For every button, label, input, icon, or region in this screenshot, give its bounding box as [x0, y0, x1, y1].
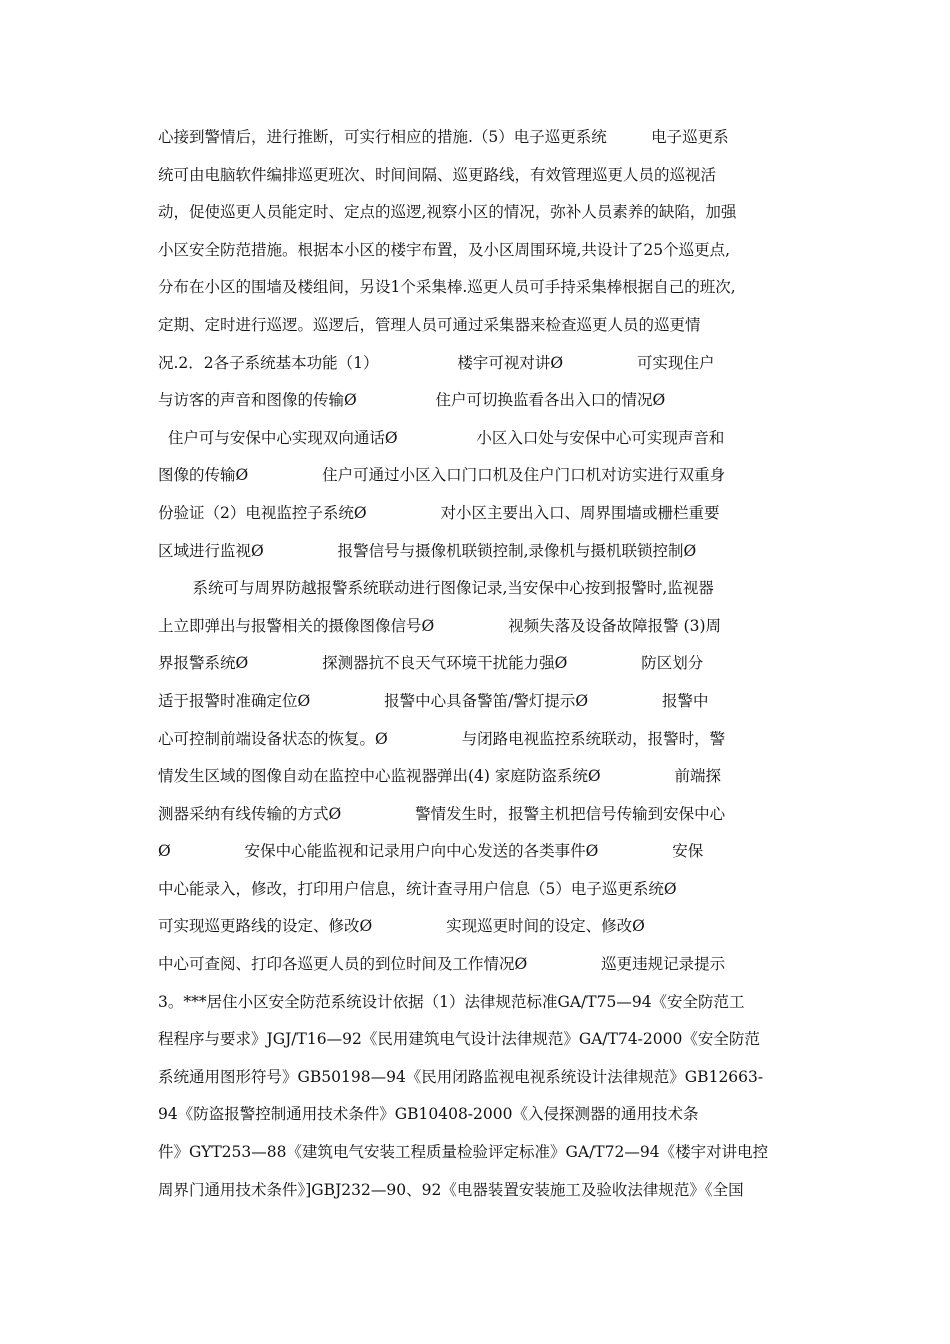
text-line: 定期、定时进行巡逻。巡逻后，管理人员可通过采集器来检查巡更人员的巡更情: [158, 315, 701, 334]
text-line: 区域进行监视Ø 报警信号与摄像机联锁控制,录像机与摄机联锁控制Ø: [158, 541, 697, 560]
text-line: 程程序与要求》JGJ/T16—92《民用建筑电气设计法律规范》GA/T74-2000《安全防范: [158, 1030, 760, 1049]
text-line: 适于报警时准确定位Ø 报警中心具备警笛/警灯提示Ø 报警中: [158, 691, 709, 710]
text-line: 中心能录入，修改，打印用户信息，统计查寻用户信息（5）电子巡更系统Ø: [158, 879, 677, 898]
text-line: 可实现巡更路线的设定、修改Ø 实现巡更时间的设定、修改Ø: [158, 917, 645, 936]
text-line: 系统通用图形符号》GB50198—94《民用闭路监视电视系统设计法律规范》GB12663-: [158, 1067, 764, 1086]
text-line: 件》GYT253—88《建筑电气安装工程质量检验评定标准》GA/T72—94《楼宇对讲电控: [158, 1143, 769, 1162]
body-text: [158, 119, 808, 1209]
text-line: 系统可与周界防越报警系统联动进行图像记录,当安保中心按到报警时,监视器: [158, 579, 714, 598]
text-line: 周界门通用技术条件》]GBJ232—90、92《电器装置安装施工及验收法律规范》《全国: [158, 1180, 744, 1199]
text-line: 中心可查阅、打印各巡更人员的到位时间及工作情况Ø 巡更违规记录提示: [158, 955, 726, 974]
text-line: 上立即弹出与报警相关的摄像图像信号Ø 视频失落及设备故障报警 (3)周: [158, 616, 721, 635]
text-line: 况.2．2各子系统基本功能（1） 楼宇可视对讲Ø 可实现住户: [158, 353, 715, 372]
text-line: 图像的传输Ø 住户可通过小区入口门口机及住户门口机对访实进行双重身: [158, 466, 726, 485]
text-line: 小区安全防范措施。根据本小区的楼宇布置，及小区周围环境,共设计了25个巡更点,: [158, 240, 731, 259]
text-line: 94《防盗报警控制通用技术条件》GB10408-2000《入侵探测器的通用技术条: [158, 1105, 699, 1124]
text-line: 测器采纳有线传输的方式Ø 警情发生时，报警主机把信号传输到安保中心: [158, 804, 726, 823]
text-line: 界报警系统Ø 探测器抗不良天气环境干扰能力强Ø 防区划分: [158, 654, 704, 673]
text-line: 与访客的声音和图像的传输Ø 住户可切换监看各出入口的情况Ø: [158, 391, 666, 410]
text-line: 动，促使巡更人员能定时、定点的巡逻,视察小区的情况，弥补人员素养的缺陷，加强: [158, 203, 737, 222]
text-line: 住户可与安保中心实现双向通话Ø 小区入口处与安保中心可实现声音和: [158, 428, 725, 447]
text-line: 心可控制前端设备状态的恢复。Ø 与闭路电视监控系统联动，报警时，警: [158, 729, 726, 748]
text-line: 分布在小区的围墙及楼组间，另设1个采集棒.巡更人员可手持采集棒根据自己的班次,: [158, 278, 736, 297]
text-line: 份验证（2）电视监控子系统Ø 对小区主要出入口、周界围墙或栅栏重要: [158, 503, 720, 522]
text-line: 3。***居住小区安全防范系统设计依据（1）法律规范标准GA/T75—94《安全防范工: [158, 992, 745, 1011]
text-line: 统可由电脑软件编排巡更班次、时间间隔、巡更路线，有效管理巡更人员的巡视活: [158, 165, 717, 184]
text-line: 心接到警情后，进行推断，可实行相应的措施.（5）电子巡更系统 电子巡更系: [158, 128, 729, 146]
text-line: Ø 安保中心能监视和记录用户向中心发送的各类事件Ø 安保: [158, 842, 704, 861]
text-line: 情发生区域的图像自动在监控中心监视器弹出(4) 家庭防盗系统Ø 前端探: [158, 767, 721, 786]
